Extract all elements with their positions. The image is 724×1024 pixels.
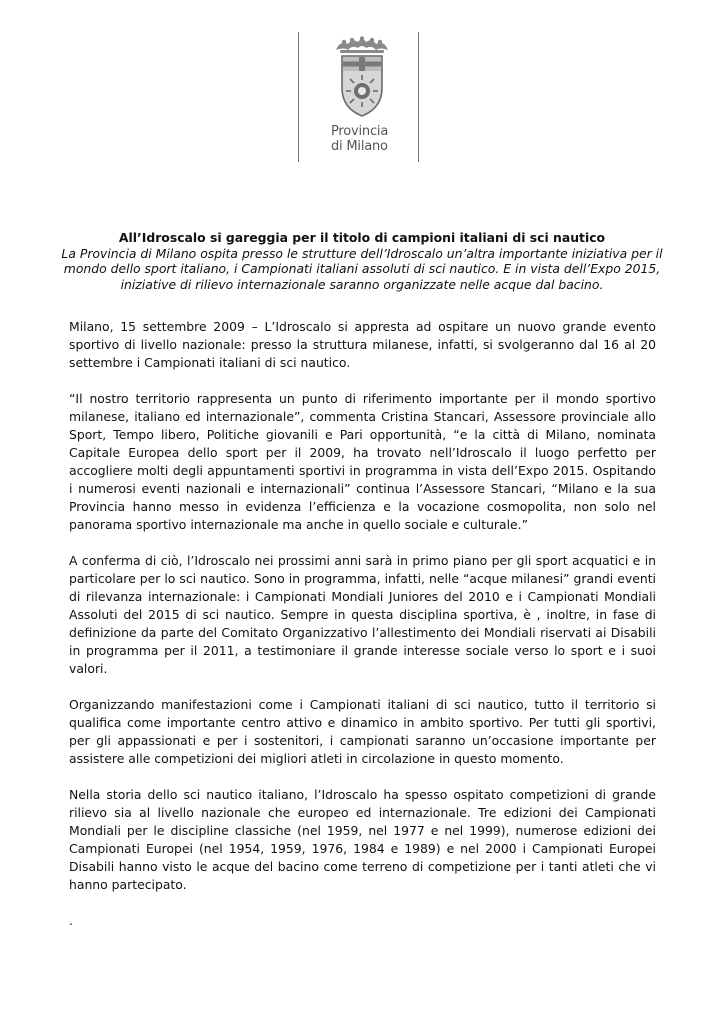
letterhead bbox=[0, 0, 724, 170]
organization-name bbox=[331, 124, 421, 154]
headline-title: All’Idroscalo si gareggia per il titolo di campioni italiani di sci nautico bbox=[118, 230, 606, 245]
press-release-heading bbox=[40, 230, 684, 292]
press-release-body bbox=[69, 318, 656, 930]
header-divider-left bbox=[298, 32, 299, 162]
organization-name-line1: Provincia bbox=[331, 124, 389, 139]
body-paragraph: Milano, 15 settembre 2009 – L’Idroscalo si appresta ad ospitare un nuovo grande evento sportivo di livello nazionale: presso la struttura milanese, infatti, si svolgeranno dal 16 al 20 settembre i Campionati italiani di sci nautico. bbox=[69, 319, 656, 370]
organization-name-line2: di Milano bbox=[331, 139, 388, 154]
body-paragraph: Organizzando manifestazioni come i Campionati italiani di sci nautico, tutto il territorio si qualifica come importante centro attivo e dinamico in ambito sportivo. Per tutti gli sportivi, per gli appassionati e per i sostenitori, i campionati saranno un’occasione importante per assistere alle competizioni dei migliori atleti in circolazione in questo momento. bbox=[69, 697, 656, 766]
body-paragraph: “Il nostro territorio rappresenta un punto di riferimento importante per il mondo sportivo milanese, italiano ed internazionale”, commenta Cristina Stancari, Assessore provinciale allo Sport, Tempo libero, Politiche giovanili e Pari opportunità, “e la città di Milano, nominata Capitale Europea dello sport per il 2009, ha trovato nell’Idroscalo il luogo perfetto per accogliere molti degli appuntamenti sportivi in programma in vista dell’Expo 2015. Ospitando i numerosi eventi nazionali e internazionali” continua l’Assessore Stancari, “Milano e la sua Provincia hanno messo in evidenza l’efficienza e la vocazione cosmopolita, non solo nel panorama sportivo internazionale ma anche in quello sociale e culturale.” bbox=[69, 391, 656, 532]
body-paragraph: Nella storia dello sci nautico italiano, l’Idroscalo ha spesso ospitato competizioni di grande rilievo sia al livello nazionale che europeo ed internazionale. Tre edizioni dei Campionati Mondiali per le discipline classiche (nel 1959, nel 1977 e nel 1999), numerose edizioni dei Campionati Europei (nel 1954, 1959, 1976, 1984 e 1989) e nel 2000 i Campionati Europei Disabili hanno visto le acque del bacino come terreno di competizione per i tanti atleti che vi hanno partecipato. bbox=[69, 787, 656, 892]
headline-subtitle: La Provincia di Milano ospita presso le strutture dell’Idroscalo un’altra importante iniziativa per il mondo dello sport italiano, i Campionati italiani assoluti di sci nautico. E in vista dell’Expo 2015, iniziative di rilievo internazionale saranno organizzate nelle acque dal bacino. bbox=[61, 245, 663, 292]
body-paragraph: A conferma di ciò, l’Idroscalo nei prossimi anni sarà in primo piano per gli sport acquatici e in particolare per lo sci nautico. Sono in programma, infatti, nelle “acque milanesi” grandi eventi di rilevanza internazionale: i Campionati Mondiali Juniores del 2010 e i Campionati Mondiali Assoluti del 2015 di sci nautico. Sempre in questa disciplina sportiva, è , inoltre, in fase di definizione da parte del Comitato Organizzativo l’allestimento dei Mondiali riservati ai Disabili in programma per il 2011, a testimoniare il grande interesse sociale verso lo sport e i suoi valori. bbox=[69, 553, 656, 676]
trailing-mark: . bbox=[69, 913, 73, 928]
provincia-coat-of-arms-icon bbox=[330, 36, 394, 118]
